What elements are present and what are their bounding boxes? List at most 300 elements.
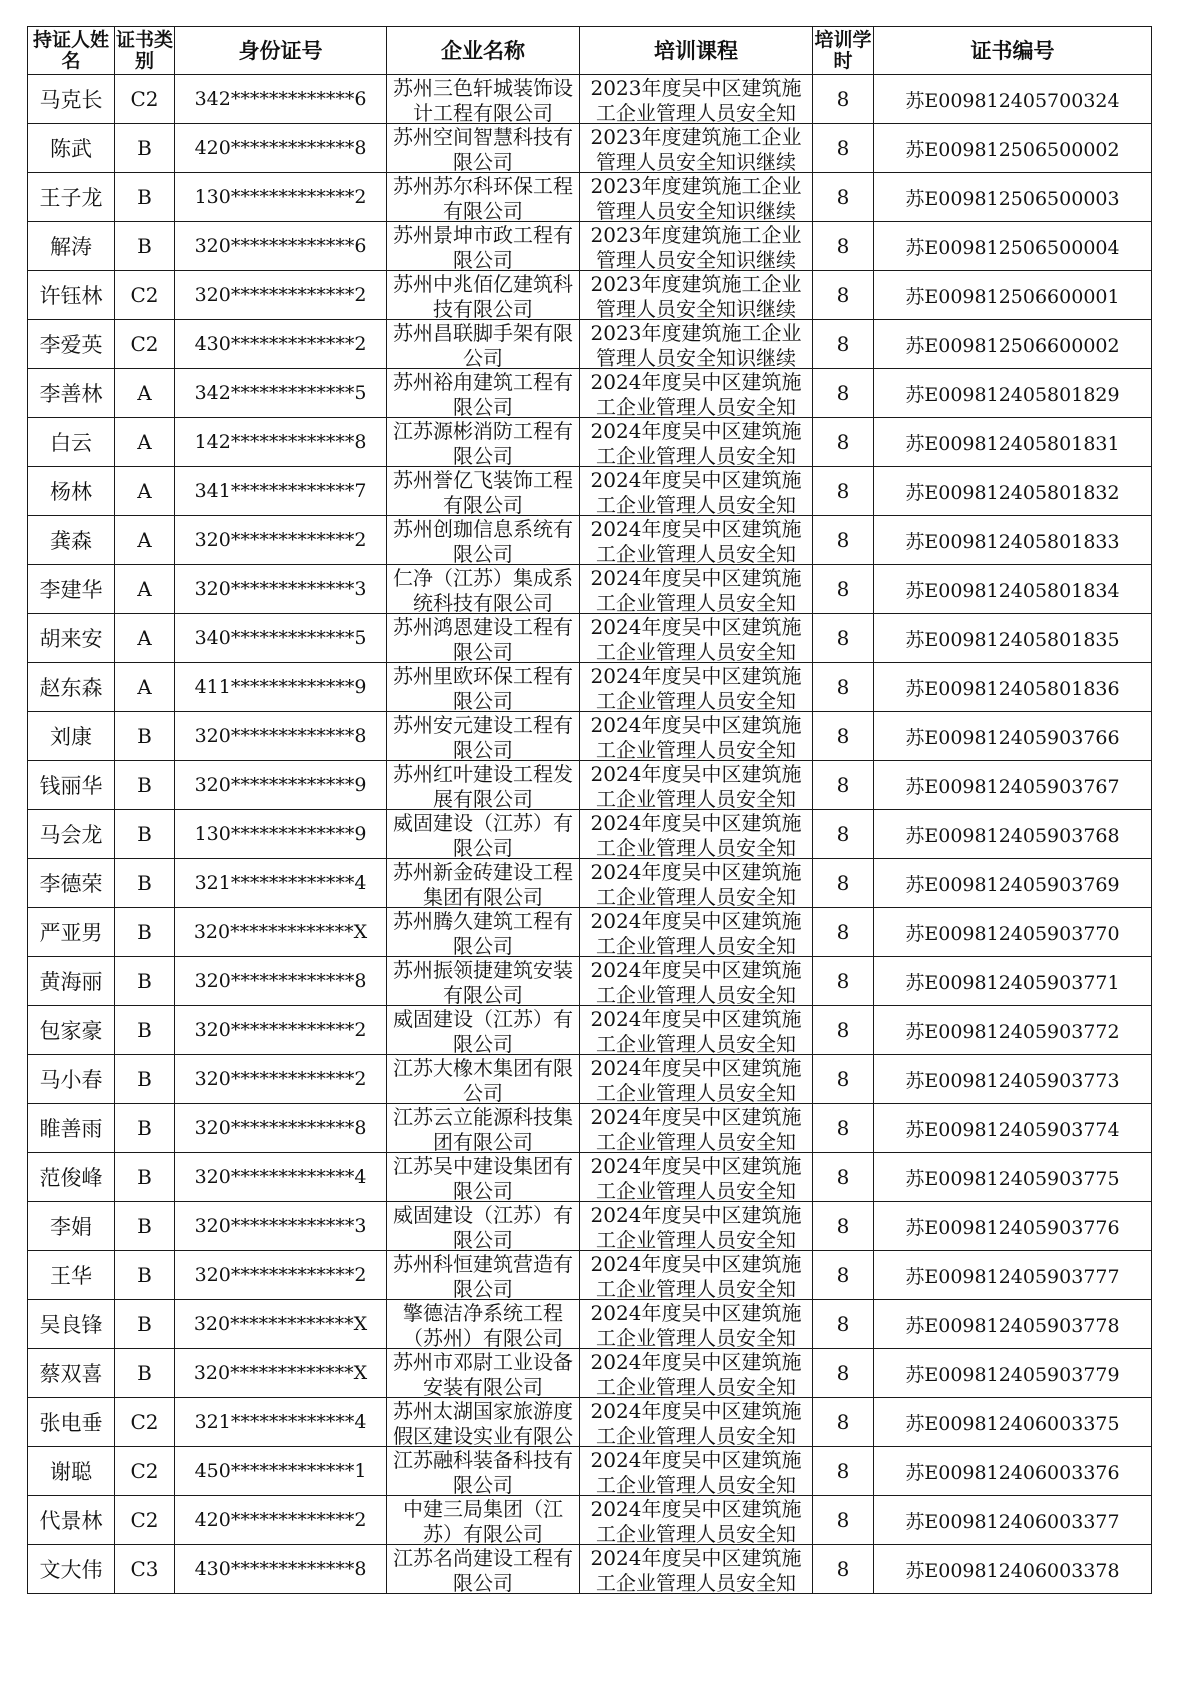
cert-category-cell: B	[115, 1104, 175, 1153]
course-cell	[580, 712, 813, 761]
course-cell	[580, 173, 813, 222]
holder-name-cell: 解涛	[28, 222, 115, 271]
course-cell-text: 2023年度建筑施工企业管理人员安全知识继续	[590, 174, 802, 221]
course-cell-text: 2023年度建筑施工企业管理人员安全知识继续	[590, 321, 802, 368]
course-cell-text: 2024年度吴中区建筑施工企业管理人员安全知	[590, 1154, 802, 1201]
company-cell-text: 江苏云立能源科技集团有限公司	[393, 1105, 573, 1152]
header-row	[28, 27, 1152, 75]
holder-name-cell: 陈武	[28, 124, 115, 173]
certificate-table	[27, 26, 1152, 1594]
company-cell	[387, 1251, 580, 1300]
course-cell	[580, 957, 813, 1006]
holder-name-cell: 睢善雨	[28, 1104, 115, 1153]
cert-category-cell: B	[115, 1251, 175, 1300]
company-cell-text: 江苏融科装备科技有限公司	[393, 1448, 573, 1495]
table-row	[28, 712, 1152, 761]
header-holder-name: 持证人姓名	[28, 27, 115, 75]
course-cell-text: 2024年度吴中区建筑施工企业管理人员安全知	[590, 1497, 802, 1544]
course-cell-text: 2024年度吴中区建筑施工企业管理人员安全知	[590, 1105, 802, 1152]
hours-cell: 8	[813, 1300, 874, 1349]
table-row	[28, 1251, 1152, 1300]
hours-cell: 8	[813, 663, 874, 712]
cert-category-cell: A	[115, 369, 175, 418]
table-row	[28, 124, 1152, 173]
course-cell-text: 2024年度吴中区建筑施工企业管理人员安全知	[590, 419, 802, 466]
company-cell-text: 苏州三色轩城装饰设计工程有限公司	[393, 76, 573, 123]
holder-name-cell: 王子龙	[28, 173, 115, 222]
holder-name-cell: 王华	[28, 1251, 115, 1300]
company-cell	[387, 369, 580, 418]
hours-cell: 8	[813, 1398, 874, 1447]
course-cell-text: 2024年度吴中区建筑施工企业管理人员安全知	[590, 1203, 802, 1250]
course-cell-text: 2024年度吴中区建筑施工企业管理人员安全知	[590, 517, 802, 564]
course-cell	[580, 859, 813, 908]
hours-cell: 8	[813, 1153, 874, 1202]
course-cell	[580, 761, 813, 810]
company-cell-text: 苏州腾久建筑工程有限公司	[393, 909, 573, 956]
id-number-cell: 320*************2	[175, 1055, 387, 1104]
company-cell	[387, 565, 580, 614]
table-row	[28, 1545, 1152, 1594]
course-cell-text: 2024年度吴中区建筑施工企业管理人员安全知	[590, 615, 802, 662]
hours-cell: 8	[813, 761, 874, 810]
course-cell	[580, 614, 813, 663]
hours-cell: 8	[813, 908, 874, 957]
course-cell-text: 2024年度吴中区建筑施工企业管理人员安全知	[590, 958, 802, 1005]
cert-number-cell: 苏E009812405903774	[874, 1104, 1152, 1153]
company-cell-text: 苏州市邓尉工业设备安装有限公司	[393, 1350, 573, 1397]
cert-number-cell: 苏E009812506600002	[874, 320, 1152, 369]
company-cell-text: 苏州裕甪建筑工程有限公司	[393, 370, 573, 417]
hours-cell: 8	[813, 320, 874, 369]
id-number-cell: 130*************2	[175, 173, 387, 222]
company-cell-text: 仁净（江苏）集成系统科技有限公司	[393, 566, 573, 613]
id-number-cell: 320*************X	[175, 1349, 387, 1398]
holder-name-cell: 龚森	[28, 516, 115, 565]
holder-name-cell: 张电垂	[28, 1398, 115, 1447]
course-cell-text: 2024年度吴中区建筑施工企业管理人员安全知	[590, 1448, 802, 1495]
company-cell	[387, 173, 580, 222]
cert-category-cell: A	[115, 565, 175, 614]
cert-category-cell: B	[115, 1153, 175, 1202]
course-cell	[580, 1398, 813, 1447]
id-number-cell: 320*************X	[175, 1300, 387, 1349]
id-number-cell: 430*************2	[175, 320, 387, 369]
company-cell-text: 苏州中兆佰亿建筑科技有限公司	[393, 272, 573, 319]
course-cell	[580, 418, 813, 467]
table-row	[28, 320, 1152, 369]
company-cell	[387, 810, 580, 859]
id-number-cell: 320*************8	[175, 712, 387, 761]
cert-number-cell: 苏E009812405801829	[874, 369, 1152, 418]
course-cell-text: 2024年度吴中区建筑施工企业管理人员安全知	[590, 1350, 802, 1397]
table-row	[28, 369, 1152, 418]
course-cell	[580, 222, 813, 271]
course-cell-text: 2023年度建筑施工企业管理人员安全知识继续	[590, 272, 802, 319]
table-header	[28, 27, 1152, 75]
course-cell-text: 2024年度吴中区建筑施工企业管理人员安全知	[590, 566, 802, 613]
company-cell-text: 江苏源彬消防工程有限公司	[393, 419, 573, 466]
table-row	[28, 1447, 1152, 1496]
cert-category-cell: B	[115, 712, 175, 761]
cert-category-cell: A	[115, 663, 175, 712]
table-row	[28, 761, 1152, 810]
cert-number-cell: 苏E009812406003378	[874, 1545, 1152, 1594]
holder-name-cell: 马会龙	[28, 810, 115, 859]
id-number-cell: 340*************5	[175, 614, 387, 663]
holder-name-cell: 白云	[28, 418, 115, 467]
holder-name-cell: 刘康	[28, 712, 115, 761]
id-number-cell: 320*************3	[175, 1202, 387, 1251]
cert-number-cell: 苏E009812506600001	[874, 271, 1152, 320]
cert-number-cell: 苏E009812405801835	[874, 614, 1152, 663]
cert-number-cell: 苏E009812405801833	[874, 516, 1152, 565]
cert-category-cell: C2	[115, 1447, 175, 1496]
id-number-cell: 320*************8	[175, 1104, 387, 1153]
course-cell	[580, 1545, 813, 1594]
cert-category-cell: B	[115, 859, 175, 908]
hours-cell: 8	[813, 1545, 874, 1594]
hours-cell: 8	[813, 1496, 874, 1545]
hours-cell: 8	[813, 1055, 874, 1104]
table-row	[28, 1055, 1152, 1104]
company-cell-text: 擎德洁净系统工程（苏州）有限公司	[403, 1301, 563, 1348]
company-cell-text: 苏州创珈信息系统有限公司	[393, 517, 573, 564]
cert-category-cell: C2	[115, 1398, 175, 1447]
cert-number-cell: 苏E009812405903778	[874, 1300, 1152, 1349]
holder-name-cell: 黄海丽	[28, 957, 115, 1006]
cert-number-cell: 苏E009812405903773	[874, 1055, 1152, 1104]
course-cell-text: 2024年度吴中区建筑施工企业管理人员安全知	[590, 1301, 802, 1348]
company-cell	[387, 908, 580, 957]
course-cell	[580, 1496, 813, 1545]
header-cert-number: 证书编号	[874, 27, 1152, 75]
company-cell	[387, 1153, 580, 1202]
course-cell	[580, 467, 813, 516]
course-cell-text: 2024年度吴中区建筑施工企业管理人员安全知	[590, 468, 802, 515]
table-row	[28, 1104, 1152, 1153]
company-cell-text: 苏州太湖国家旅游度假区建设实业有限公	[393, 1399, 573, 1446]
cert-category-cell: C2	[115, 1496, 175, 1545]
holder-name-cell: 李爱英	[28, 320, 115, 369]
table-row	[28, 467, 1152, 516]
cert-number-cell: 苏E009812405801836	[874, 663, 1152, 712]
course-cell	[580, 1349, 813, 1398]
company-cell-text: 江苏吴中建设集团有限公司	[393, 1154, 573, 1201]
course-cell	[580, 1153, 813, 1202]
course-cell	[580, 320, 813, 369]
company-cell-text: 苏州空间智慧科技有限公司	[393, 125, 573, 172]
course-cell	[580, 1447, 813, 1496]
company-cell	[387, 516, 580, 565]
holder-name-cell: 马小春	[28, 1055, 115, 1104]
id-number-cell: 341*************7	[175, 467, 387, 516]
id-number-cell: 342*************6	[175, 75, 387, 124]
course-cell-text: 2024年度吴中区建筑施工企业管理人员安全知	[590, 1252, 802, 1299]
holder-name-cell: 代景林	[28, 1496, 115, 1545]
id-number-cell: 430*************8	[175, 1545, 387, 1594]
course-cell-text: 2024年度吴中区建筑施工企业管理人员安全知	[590, 811, 802, 858]
company-cell-text: 威固建设（江苏）有限公司	[393, 1007, 573, 1054]
company-cell	[387, 712, 580, 761]
cert-number-cell: 苏E009812405903770	[874, 908, 1152, 957]
company-cell	[387, 663, 580, 712]
course-cell	[580, 565, 813, 614]
id-number-cell: 320*************2	[175, 516, 387, 565]
cert-number-cell: 苏E009812405903777	[874, 1251, 1152, 1300]
company-cell	[387, 75, 580, 124]
id-number-cell: 320*************X	[175, 908, 387, 957]
cert-category-cell: B	[115, 810, 175, 859]
cert-number-cell: 苏E009812405903767	[874, 761, 1152, 810]
table-row	[28, 1006, 1152, 1055]
cert-category-cell: B	[115, 908, 175, 957]
company-cell-text: 威固建设（江苏）有限公司	[393, 811, 573, 858]
hours-cell: 8	[813, 810, 874, 859]
header-cert-category: 证书类别	[115, 27, 175, 75]
holder-name-cell: 吴良锋	[28, 1300, 115, 1349]
id-number-cell: 320*************6	[175, 222, 387, 271]
holder-name-cell: 李娟	[28, 1202, 115, 1251]
company-cell-text: 苏州昌联脚手架有限公司	[393, 321, 573, 368]
hours-cell: 8	[813, 222, 874, 271]
hours-cell: 8	[813, 467, 874, 516]
hours-cell: 8	[813, 1202, 874, 1251]
hours-cell: 8	[813, 859, 874, 908]
hours-cell: 8	[813, 516, 874, 565]
cert-number-cell: 苏E009812506500002	[874, 124, 1152, 173]
id-number-cell: 320*************9	[175, 761, 387, 810]
company-cell-text: 苏州鸿恩建设工程有限公司	[393, 615, 573, 662]
table-row	[28, 1202, 1152, 1251]
company-cell	[387, 418, 580, 467]
id-number-cell: 411*************9	[175, 663, 387, 712]
course-cell	[580, 271, 813, 320]
company-cell	[387, 1398, 580, 1447]
table-body	[28, 75, 1152, 1594]
company-cell	[387, 1545, 580, 1594]
company-cell-text: 苏州安元建设工程有限公司	[393, 713, 573, 760]
company-cell-text: 苏州科恒建筑营造有限公司	[393, 1252, 573, 1299]
holder-name-cell: 范俊峰	[28, 1153, 115, 1202]
id-number-cell: 320*************2	[175, 1251, 387, 1300]
table-row	[28, 75, 1152, 124]
course-cell	[580, 75, 813, 124]
hours-cell: 8	[813, 369, 874, 418]
company-cell	[387, 124, 580, 173]
cert-number-cell: 苏E009812506500004	[874, 222, 1152, 271]
company-cell	[387, 1447, 580, 1496]
company-cell-text: 江苏名尚建设工程有限公司	[393, 1546, 573, 1593]
cert-number-cell: 苏E009812405903769	[874, 859, 1152, 908]
company-cell-text: 苏州新金砖建设工程集团有限公司	[393, 860, 573, 907]
holder-name-cell: 李善林	[28, 369, 115, 418]
course-cell-text: 2024年度吴中区建筑施工企业管理人员安全知	[590, 664, 802, 711]
table-row	[28, 614, 1152, 663]
id-number-cell: 342*************5	[175, 369, 387, 418]
course-cell-text: 2024年度吴中区建筑施工企业管理人员安全知	[590, 1056, 802, 1103]
cert-category-cell: C3	[115, 1545, 175, 1594]
table-row	[28, 859, 1152, 908]
course-cell-text: 2024年度吴中区建筑施工企业管理人员安全知	[590, 1546, 802, 1593]
id-number-cell: 321*************4	[175, 1398, 387, 1447]
company-cell	[387, 320, 580, 369]
holder-name-cell: 马克长	[28, 75, 115, 124]
hours-cell: 8	[813, 418, 874, 467]
company-cell-text: 苏州振领捷建筑安装有限公司	[393, 958, 573, 1005]
course-cell	[580, 908, 813, 957]
header-id-number: 身份证号	[175, 27, 387, 75]
company-cell-text: 苏州苏尔科环保工程有限公司	[393, 174, 573, 221]
table-row	[28, 1349, 1152, 1398]
cert-number-cell: 苏E009812406003377	[874, 1496, 1152, 1545]
course-cell	[580, 1055, 813, 1104]
course-cell-text: 2024年度吴中区建筑施工企业管理人员安全知	[590, 713, 802, 760]
company-cell	[387, 1055, 580, 1104]
cert-number-cell: 苏E009812405801831	[874, 418, 1152, 467]
company-cell	[387, 761, 580, 810]
table-row	[28, 1496, 1152, 1545]
cert-number-cell: 苏E009812405903768	[874, 810, 1152, 859]
table-row	[28, 418, 1152, 467]
cert-number-cell: 苏E009812405903771	[874, 957, 1152, 1006]
company-cell	[387, 1300, 580, 1349]
company-cell	[387, 1202, 580, 1251]
hours-cell: 8	[813, 124, 874, 173]
cert-number-cell: 苏E009812405801832	[874, 467, 1152, 516]
cert-number-cell: 苏E009812405700324	[874, 75, 1152, 124]
table-row	[28, 1300, 1152, 1349]
course-cell	[580, 1104, 813, 1153]
hours-cell: 8	[813, 1251, 874, 1300]
course-cell	[580, 369, 813, 418]
cert-category-cell: C2	[115, 320, 175, 369]
holder-name-cell: 谢聪	[28, 1447, 115, 1496]
holder-name-cell: 赵东森	[28, 663, 115, 712]
hours-cell: 8	[813, 712, 874, 761]
company-cell-text: 苏州里欧环保工程有限公司	[393, 664, 573, 711]
cert-number-cell: 苏E009812405903766	[874, 712, 1152, 761]
course-cell	[580, 663, 813, 712]
course-cell-text: 2024年度吴中区建筑施工企业管理人员安全知	[590, 1399, 802, 1446]
id-number-cell: 320*************8	[175, 957, 387, 1006]
cert-category-cell: A	[115, 614, 175, 663]
hours-cell: 8	[813, 173, 874, 222]
company-cell-text: 中建三局集团（江苏）有限公司	[403, 1497, 563, 1544]
id-number-cell: 320*************4	[175, 1153, 387, 1202]
company-cell	[387, 859, 580, 908]
holder-name-cell: 杨林	[28, 467, 115, 516]
company-cell	[387, 614, 580, 663]
company-cell-text: 苏州红叶建设工程发展有限公司	[393, 762, 573, 809]
course-cell	[580, 516, 813, 565]
table-row	[28, 271, 1152, 320]
cert-category-cell: B	[115, 222, 175, 271]
cert-number-cell: 苏E009812406003375	[874, 1398, 1152, 1447]
cert-category-cell: A	[115, 418, 175, 467]
course-cell-text: 2024年度吴中区建筑施工企业管理人员安全知	[590, 909, 802, 956]
course-cell-text: 2024年度吴中区建筑施工企业管理人员安全知	[590, 860, 802, 907]
cert-number-cell: 苏E009812405903772	[874, 1006, 1152, 1055]
holder-name-cell: 李德荣	[28, 859, 115, 908]
table-row	[28, 1398, 1152, 1447]
course-cell	[580, 1006, 813, 1055]
hours-cell: 8	[813, 614, 874, 663]
course-cell	[580, 810, 813, 859]
company-cell	[387, 1104, 580, 1153]
holder-name-cell: 蔡双喜	[28, 1349, 115, 1398]
company-cell	[387, 1496, 580, 1545]
holder-name-cell: 李建华	[28, 565, 115, 614]
hours-cell: 8	[813, 271, 874, 320]
company-cell	[387, 222, 580, 271]
hours-cell: 8	[813, 1447, 874, 1496]
company-cell-text: 苏州誉亿飞装饰工程有限公司	[393, 468, 573, 515]
id-number-cell: 450*************1	[175, 1447, 387, 1496]
cert-category-cell: A	[115, 467, 175, 516]
header-hours: 培训学时	[813, 27, 874, 75]
cert-number-cell: 苏E009812406003376	[874, 1447, 1152, 1496]
holder-name-cell: 钱丽华	[28, 761, 115, 810]
cert-category-cell: B	[115, 124, 175, 173]
holder-name-cell: 文大伟	[28, 1545, 115, 1594]
course-cell-text: 2024年度吴中区建筑施工企业管理人员安全知	[590, 370, 802, 417]
cert-category-cell: B	[115, 1300, 175, 1349]
company-cell-text: 苏州景坤市政工程有限公司	[393, 223, 573, 270]
course-cell	[580, 124, 813, 173]
course-cell	[580, 1251, 813, 1300]
course-cell-text: 2023年度建筑施工企业管理人员安全知识继续	[590, 223, 802, 270]
course-cell-text: 2024年度吴中区建筑施工企业管理人员安全知	[590, 762, 802, 809]
cert-number-cell: 苏E009812405903775	[874, 1153, 1152, 1202]
course-cell-text: 2023年度吴中区建筑施工企业管理人员安全知	[590, 76, 802, 123]
cert-category-cell: A	[115, 516, 175, 565]
id-number-cell: 320*************3	[175, 565, 387, 614]
company-cell	[387, 1006, 580, 1055]
hours-cell: 8	[813, 957, 874, 1006]
hours-cell: 8	[813, 565, 874, 614]
cert-number-cell: 苏E009812405903779	[874, 1349, 1152, 1398]
cert-number-cell: 苏E009812405903776	[874, 1202, 1152, 1251]
cert-category-cell: C2	[115, 75, 175, 124]
header-course: 培训课程	[580, 27, 813, 75]
company-cell	[387, 271, 580, 320]
company-cell-text: 江苏大橡木集团有限公司	[393, 1056, 573, 1103]
holder-name-cell: 严亚男	[28, 908, 115, 957]
cert-category-cell: B	[115, 1006, 175, 1055]
hours-cell: 8	[813, 1104, 874, 1153]
table-row	[28, 957, 1152, 1006]
table-row	[28, 516, 1152, 565]
cert-category-cell: B	[115, 1055, 175, 1104]
company-cell	[387, 1349, 580, 1398]
id-number-cell: 321*************4	[175, 859, 387, 908]
holder-name-cell: 包家豪	[28, 1006, 115, 1055]
cert-category-cell: B	[115, 1349, 175, 1398]
id-number-cell: 420*************8	[175, 124, 387, 173]
cert-category-cell: B	[115, 957, 175, 1006]
id-number-cell: 130*************9	[175, 810, 387, 859]
holder-name-cell: 许钰林	[28, 271, 115, 320]
cert-category-cell: C2	[115, 271, 175, 320]
table-row	[28, 565, 1152, 614]
cert-number-cell: 苏E009812405801834	[874, 565, 1152, 614]
header-company: 企业名称	[387, 27, 580, 75]
company-cell	[387, 467, 580, 516]
table-row	[28, 810, 1152, 859]
course-cell	[580, 1202, 813, 1251]
hours-cell: 8	[813, 1349, 874, 1398]
